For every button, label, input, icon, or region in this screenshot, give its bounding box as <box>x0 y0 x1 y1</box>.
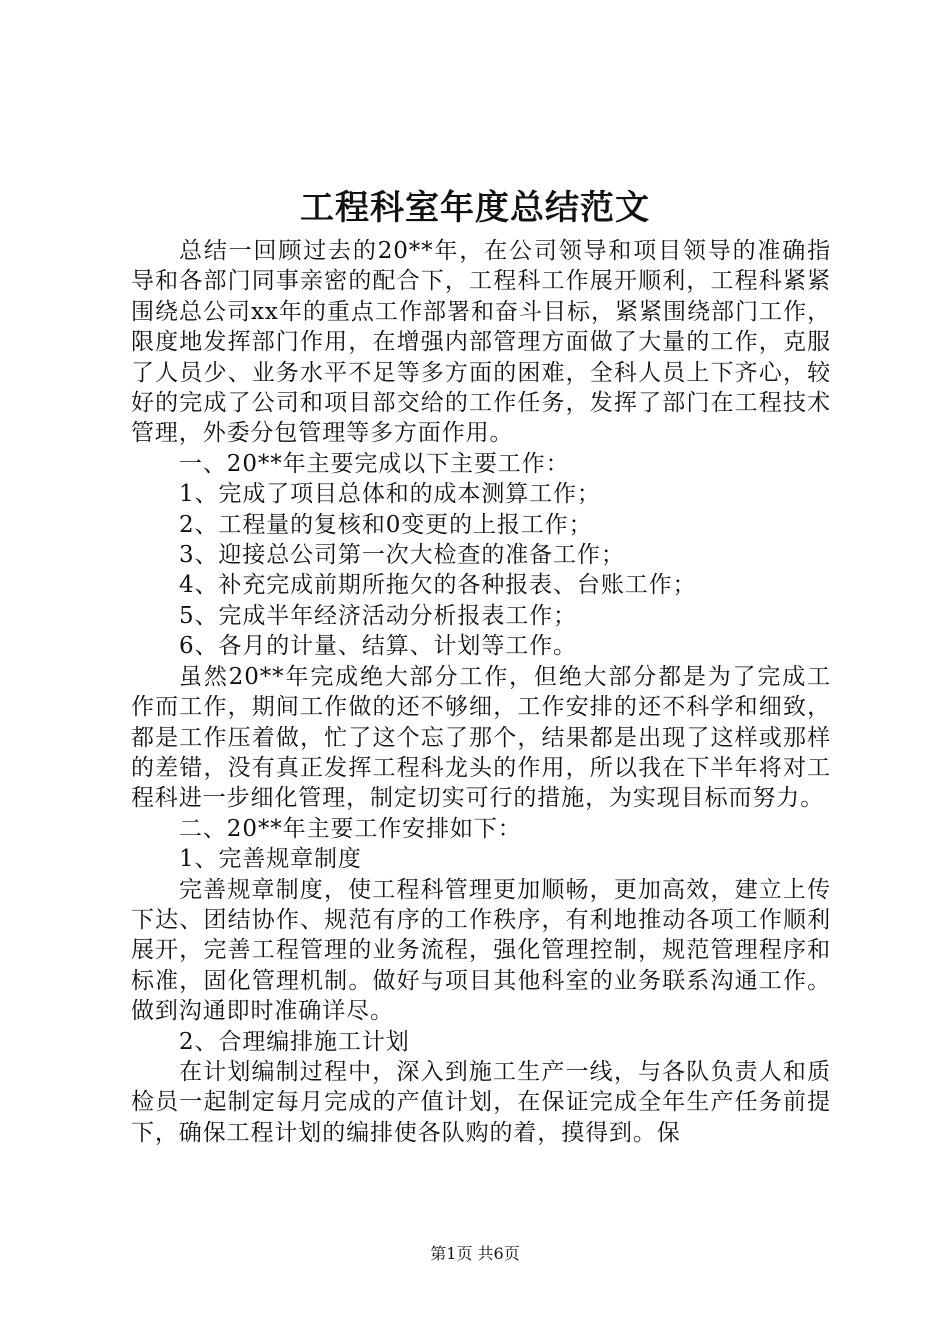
list-item: 2、工程量的复核和0变更的上报工作； <box>179 511 593 538</box>
document-body <box>131 236 831 1148</box>
paragraph-plan: 在计划编制过程中，深入到施工生产一线，与各队负责人和质检员一起制定每月完成的产值计划，在保证完成全年生产任务前提下，确保工程计划的编排使各队购的着，摸得到。保 <box>131 1058 831 1146</box>
list-item: 5、完成半年经济活动分析报表工作； <box>179 602 577 629</box>
paragraph-reflection: 虽然20**年完成绝大部分工作，但绝大部分都是为了完成工作而工作，期间工作做的还不够细，工作安排的还不科学和细致，都是工作压着做，忙了这个忘了那个，结果都是出现了这样或那样的差错，没有真正发挥工程科龙头的作用，所以我在下半年将对工程科进一步细化管理，制定切实可行的措施，为实现目标而努力。 <box>131 663 831 812</box>
heading-section-1: 一、20**年主要完成以下主要工作： <box>179 450 570 477</box>
paragraph-intro: 总结一回顾过去的20**年，在公司领导和项目领导的准确指导和各部门同事亲密的配合下，工程科工作展开顺利，工程科紧紧围绕总公司xx年的重点工作部署和奋斗目标，紧紧围绕部门工作，限度地发挥部门作用，在增强内部管理方面做了大量的工作，克服了人员少、业务水平不足等多方面的困难，全科人员上下齐心，较好的完成了公司和项目部交给的工作任务，发挥了部门在工程技术管理，外委分包管理等多方面作用。 <box>131 238 831 447</box>
list-item: 1、完成了项目总体和的成本测算工作； <box>179 481 601 508</box>
list-item: 6、各月的计量、结算、计划等工作。 <box>179 633 577 660</box>
subheading-plan: 2、合理编排施工计划 <box>179 1028 410 1055</box>
list-item: 3、迎接总公司第一次大检查的准备工作； <box>179 542 625 569</box>
page-number-footer: 第1页 共6页 <box>430 1244 520 1263</box>
list-item: 4、补充完成前期所拖欠的各种报表、台账工作； <box>179 572 697 599</box>
heading-section-2: 二、20**年主要工作安排如下： <box>179 815 522 842</box>
paragraph-rules: 完善规章制度，使工程科管理更加顺畅，更加高效，建立上传下达、团结协作、规范有序的工作秩序，有利地推动各项工作顺利展开，完善工程管理的业务流程，强化管理控制，规范管理程序和标准，固化管理机制。做好与项目其他科室的业务联系沟通工作。做到沟通即时准确详尽。 <box>131 876 831 1025</box>
document-title: 工程科室年度总结范文 <box>300 188 650 228</box>
subheading-rules: 1、完善规章制度 <box>179 846 362 873</box>
